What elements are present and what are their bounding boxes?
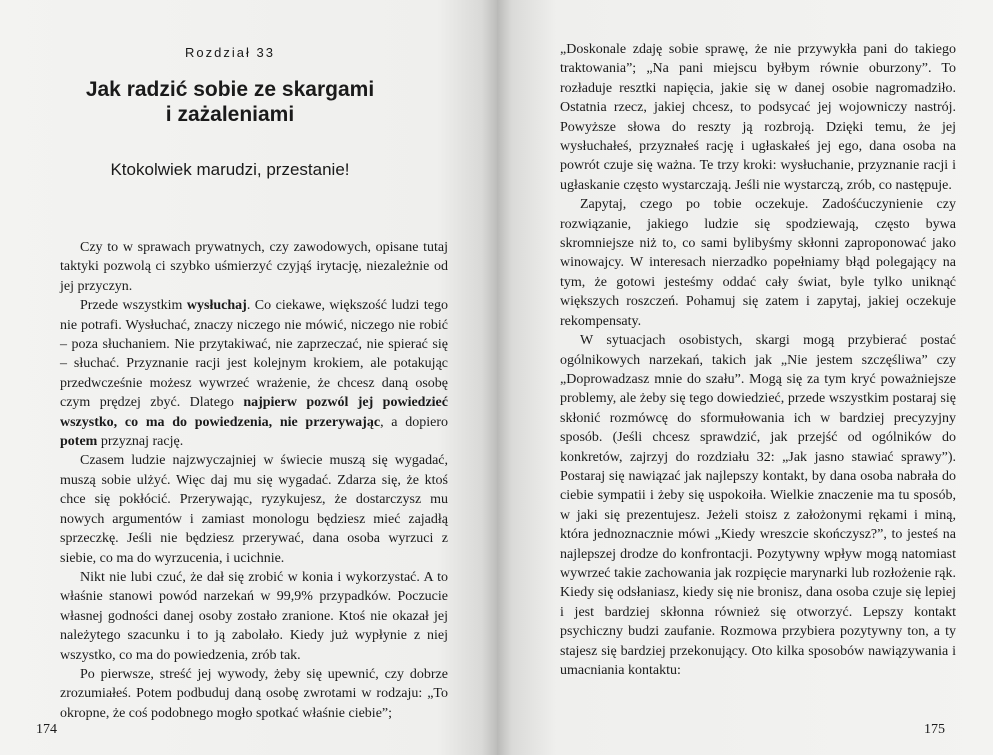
text-run: . Co ciekawe, większość ludzi tego nie potrafi. Wysłuchać, znaczy niczego nie mówić, niczego nie robić – poza słuchaniem. Nie przytakiwać, nie zaprzeczać, nie spierać się – słuchać. Przyznanie racji jest kolejnym krokiem, ale potakując przedwcześnie możesz wywrzeć wrażenie, że chcesz daną osobę czym prędzej zbyć. Dlatego (60, 298, 448, 411)
bold-text: najpierw pozwól jej powiedzieć wszystko, co ma do powiedzenia, nie przerywając (60, 395, 448, 430)
text-run: przyznaj rację. (97, 434, 184, 450)
chapter-title-line1: Jak radzić sobie ze skargami (85, 78, 375, 101)
paragraph: Czy to w sprawach prywatnych, czy zawodowych, opisane tutaj taktyki pozwolą ci szybko uśmierzyć czyjąś irytację, niezależnie od jej przyczyn. (60, 240, 448, 294)
text-run: Przede wszystkim (80, 298, 187, 314)
chapter-label: Rozdział 33 (185, 45, 275, 60)
paragraph (60, 296, 448, 451)
paragraph: Po pierwsze, streść jej wywody, żeby się upewnić, czy dobrze zrozumiałeś. Potem podbuduj daną osobę zwrotami w rodzaju: „To okropne, że coś podobnego mogło spotkać właśnie ciebie”; (60, 666, 448, 721)
paragraph: „Doskonale zdaję sobie sprawę, że nie przywykła pani do takiego traktowania”; „Na pani miejscu byłbym równie oburzony”. To rozładuje resztki napięcia, jakie się w danej osobie nagromadziło. Ostatnia rzecz, jakiej chcesz, to podsycać jej wojowniczy nastrój. Powyższe słowa do reszty ją rozbroją. Dzięki temu, że jej wysłuchałeś, przyznałeś rację i ugłaskałeś jej ego, dana osoba na powrót czuje się ważna. Te trzy kroki: wysłuchanie, przyznanie racji i ugłaskanie często wystarczają. Jeśli nie wystarczą, zrób, co następuje. (560, 42, 956, 193)
bold-text: wysłuchaj (186, 298, 247, 314)
page-number: 175 (924, 722, 945, 737)
paragraph: Nikt nie lubi czuć, że dał się zrobić w konia i wykorzystać. A to właśnie stanowi powód narzekań w 99,9% przypadków. Poczucie własnej godności danej osoby zostało zranione. Ktoś nie okazał jej należytego szacunku i to ją zabolało. Kiedy już wypłynie z niej wszystko, co ma do powiedzenia, zrób tak. (60, 569, 448, 663)
paragraph: Czasem ludzie najzwyczajniej w świecie muszą się wygadać, muszą sobie ulżyć. Więc daj mu się wygadać. Zdarza się, że ktoś chce się pokłócić. Przerywając, ryzykujesz, że dostarczysz mu nowych argumentów i zamiast monologu będziesz mieć zajadłą sprzeczkę. Jeśli nie będziesz przerywać, dana osoba wyrzuci z siebie, co ma do wyrzucenia, i ucichnie. (60, 453, 448, 566)
right-page (497, 0, 993, 755)
text-run: , a dopiero (380, 414, 448, 430)
page-number: 174 (36, 722, 57, 737)
paragraph: W sytuacjach osobistych, skargi mogą przybierać postać ogólnikowych narzekań, takich jak „Nie jestem szczęśliwa” czy „Doprowadzasz mnie do szału”. Mogą się za tym kryć poważniejsze problemy, ale żeby się tego dowiedzieć, przede wszystkim postaraj się skłonić rozmówcę do sformułowania ich w bardziej precyzyjny sposób. (Jeśli chcesz sprawdzić, jak przejść od ogólników do konkretów, zajrzyj do rozdziału 32: „Jak jasno stawiać sprawy”). Postaraj się nawiązać jak najlepszy kontakt, by dana osoba nabrała do ciebie sympatii i żeby się uspokoiła. Wielkie znaczenie ma tu sposób, w jaki się prezentujesz. Jeżeli stoisz z założonymi rękami i miną, która jednoznacznie mówi „Kiedy wreszcie skończysz?”, to jesteś na najlepszej drodze do konfrontacji. Pozytywny wpływ mogą natomiast wywrzeć takie zachowania jak rozpięcie marynarki lub rozłożenie rąk. Kiedy się odsłaniasz, kiedy się nie bronisz, dana osoba czuje się lepiej i jest bardziej skłonna również się otworzyć. Lepszy kontakt psychiczny budzi zaufanie. Rozmowa przybiera pozytywny ton, a ty stajesz się bardziej przekonujący. Oto kilka sposobów nawiązywania i umacniania kontaktu: (560, 333, 956, 678)
chapter-subtitle: Ktokolwiek marudzi, przestanie! (110, 160, 350, 179)
chapter-title (0, 77, 460, 127)
paragraph: Zapytaj, czego po tobie oczekuje. Zadośćuczynienie czy rozwiązanie, jakiego ludzie się spodziewają, często bywa skromniejsze niż to, co sami bylibyśmy skłonni zaproponować jako winowajcy. W interesach nierzadko popełniamy błąd polegający na tym, że gotowi jesteśmy oddać cały świat, byle tylko uniknąć większych roszczeń. Pohamuj się zatem i zapytaj, jakiej oczekuje rekompensaty. (560, 197, 956, 329)
bold-text: potem (60, 434, 98, 450)
chapter-title-line2: i zażaleniami (165, 103, 295, 126)
left-text-column (60, 238, 448, 723)
right-text-column (560, 40, 956, 680)
